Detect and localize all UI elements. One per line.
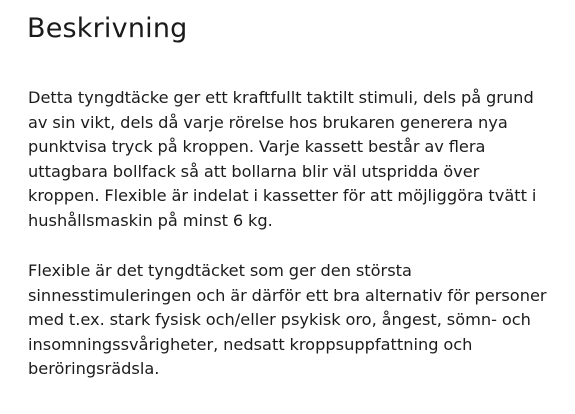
section-heading: Beskrivning xyxy=(27,13,188,44)
description-paragraph-1: Detta tyngdtäcke ger ett kraftfullt taktilt stimuli, dels på grund av sin vikt, dels då varje rörelse hos brukaren generera nya punktvisa tryck på kroppen. Varje kassett består av flera uttagbara bollfack så att bollarna blir väl utspridda över kroppen. Flexible är indelat i kassetter för att möjliggöra tvätt i hushållsmaskin på minst 6 kg. xyxy=(28,88,537,230)
description-paragraph-2: Flexible är det tyngdtäcket som ger den största sinnesstimuleringen och är därför ett bra alternativ för personer med t.ex. stark fysisk och/eller psykisk oro, ångest, sömn- och insomningssvårigheter, nedsatt kroppsuppfattning och beröringsrädsla. xyxy=(28,261,547,378)
